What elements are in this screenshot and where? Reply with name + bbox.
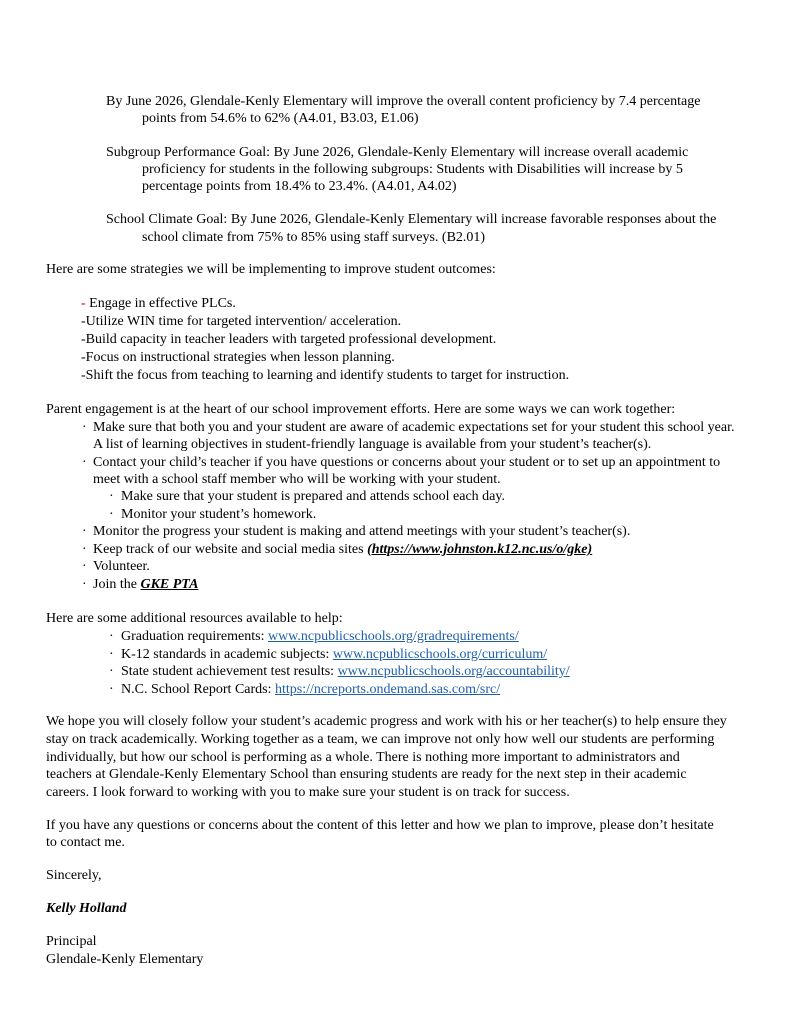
bullet-icon: · [82,559,87,574]
parent-subitem: Monitor your student’s homework. [121,507,317,522]
bullet-icon: · [109,664,114,679]
bullet-icon: · [109,647,114,662]
signer-title: Principal [46,934,97,949]
resource-label: State student achievement test results: [121,664,338,679]
strategy-dash: - [81,296,86,311]
parent-item: Make sure that both you and your student are aware of academic expectations set for your student this school year. [93,420,735,435]
parent-intro: Parent engagement is at the heart of our school improvement efforts. Here are some ways we can work together: [46,402,676,417]
resource-link[interactable]: www.ncpublicschools.org/curriculum/ [332,647,548,662]
strategy-text: Engage in effective PLCs. [85,296,236,311]
parent-subitem: Make sure that your student is prepared and attends school each day. [121,489,505,504]
parent-item [93,576,198,594]
strategy-item: -Utilize WIN time for targeted intervention/ acceleration. [81,314,402,329]
goal-1-line: By June 2026, Glendale-Kenly Elementary will improve the overall content proficiency by 7.4 percentage [106,94,701,109]
closing-line: careers. I look forward to working with you to make sure your student is on track for success. [46,785,570,800]
goal-2-line: proficiency for students in the following subgroups: Students with Disabilities will increase by 5 [142,162,683,177]
resource-label: N.C. School Report Cards: [121,682,275,697]
resource-item [121,681,500,699]
closing-line: stay on track academically. Working together as a team, we can improve not only how well our students are performing [46,732,715,747]
item-text: Join the [93,577,141,592]
bullet-icon: · [109,682,114,697]
closing-line: individually, but how our school is performing as a whole. There is nothing more important to administrators and [46,750,680,765]
strategy-item [81,295,236,313]
resource-link[interactable]: www.ncpublicschools.org/gradrequirements/ [267,629,519,644]
parent-item: A list of learning objectives in student-friendly language is available from your student’s teacher(s). [93,437,652,452]
parent-item: Contact your child’s teacher if you have questions or concerns about your student or to set up an appointment to [93,455,721,470]
bullet-icon: · [109,629,114,644]
closing-line: We hope you will closely follow your student’s academic progress and work with his or her teacher(s) to help ensure they [46,714,727,729]
bullet-icon: · [82,524,87,539]
bullet-icon: · [82,455,87,470]
pta-link[interactable]: GKE PTA [140,577,199,592]
parent-item [93,541,592,559]
parent-item: meet with a school staff member who will be working with your student. [93,472,501,487]
goal-3-line: school climate from 75% to 85% using staff surveys. (B2.01) [142,230,486,245]
goal-1-line: points from 54.6% to 62% (A4.01, B3.03, E1.06) [142,111,419,126]
bullet-icon: · [109,489,114,504]
signoff: Sincerely, [46,868,102,883]
resource-label: Graduation requirements: [121,629,268,644]
questions-line: If you have any questions or concerns about the content of this letter and how we plan to improve, please don’t hesitate [46,818,714,833]
strategy-item: -Build capacity in teacher leaders with targeted professional development. [81,332,497,347]
parent-item: Monitor the progress your student is making and attend meetings with your student’s teacher(s). [93,524,631,539]
item-text: Keep track of our website and social media sites [93,542,368,557]
resource-item [121,646,547,664]
bullet-icon: · [82,577,87,592]
strategy-item: -Shift the focus from teaching to learning and identify students to target for instruction. [81,368,570,383]
closing-line: teachers at Glendale-Kenly Elementary School than ensuring students are ready for the next step in their academic [46,767,687,782]
resource-item [121,663,570,681]
resource-link[interactable]: https://ncreports.ondemand.sas.com/src/ [275,682,501,697]
bullet-icon: · [82,542,87,557]
bullet-icon: · [82,420,87,435]
strategies-intro: Here are some strategies we will be implementing to improve student outcomes: [46,262,496,277]
goal-3-line: School Climate Goal: By June 2026, Glendale-Kenly Elementary will increase favorable responses about the [106,212,717,227]
goal-2-line: Subgroup Performance Goal: By June 2026, Glendale-Kenly Elementary will increase overall academic [106,145,689,160]
resource-label: K-12 standards in academic subjects: [121,647,333,662]
resource-link[interactable]: www.ncpublicschools.org/accountability/ [337,664,570,679]
parent-item: Volunteer. [93,559,150,574]
resource-item [121,628,519,646]
goal-2-line: percentage points from 18.4% to 23.4%. (A4.01, A4.02) [142,179,457,194]
school-name: Glendale-Kenly Elementary [46,952,204,967]
school-website-link[interactable]: (https://www.johnston.k12.nc.us/o/gke) [367,542,593,557]
resources-intro: Here are some additional resources available to help: [46,611,343,626]
strategy-item: -Focus on instructional strategies when lesson planning. [81,350,395,365]
signature: Kelly Holland [46,901,127,916]
bullet-icon: · [109,507,114,522]
questions-line: to contact me. [46,835,125,850]
